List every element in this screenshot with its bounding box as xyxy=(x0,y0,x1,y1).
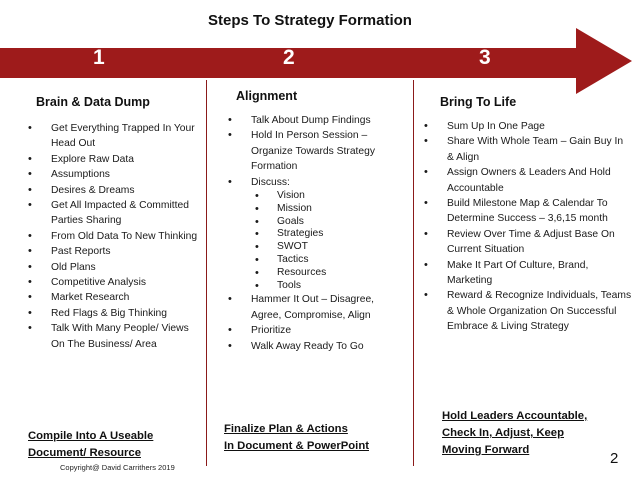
list-item xyxy=(226,175,406,293)
slide-title: Steps To Strategy Formation xyxy=(208,12,412,29)
list-item: • Red Flags & Big Thinking xyxy=(26,306,200,321)
list-item: • Prioritize xyxy=(226,323,406,338)
column-heading-brain-data-dump: Brain & Data Dump xyxy=(36,95,150,109)
list-item: • Get Everything Trapped In Your Head Out xyxy=(26,121,200,152)
sub-list-item: • Vision xyxy=(251,190,406,203)
list-item: • Assign Owners & Leaders And Hold Accountable xyxy=(422,165,632,196)
page-number: 2 xyxy=(610,450,619,467)
column-1-summary xyxy=(28,428,153,462)
list-item: • Desires & Dreams xyxy=(26,183,200,198)
summary-line: Moving Forward xyxy=(442,444,530,456)
column-divider-2 xyxy=(413,80,414,466)
column-heading-bring-to-life: Bring To Life xyxy=(440,95,517,109)
sub-list-item: • SWOT xyxy=(251,241,406,254)
list-item: • Talk About Dump Findings xyxy=(226,113,406,128)
list-item: • Make It Part Of Culture, Brand, Marketing xyxy=(422,258,632,289)
list-item: • Share With Whole Team – Gain Buy In & Align xyxy=(422,134,632,165)
column-heading-alignment: Alignment xyxy=(236,89,298,103)
list-item: • Get All Impacted & Committed Parties Sharing xyxy=(26,198,200,229)
list-item: • Old Plans xyxy=(26,260,200,275)
sub-list-item: • Resources xyxy=(251,267,406,280)
column-2-summary xyxy=(224,421,369,455)
sub-list-item: • Tools xyxy=(251,280,406,293)
copyright-notice: Copyright@ David Carrithers 2019 xyxy=(60,463,175,472)
list-item: • Past Reports xyxy=(26,244,200,259)
summary-line: Document/ Resource xyxy=(28,447,141,459)
list-item: • Walk Away Ready To Go xyxy=(226,339,406,354)
list-item: • From Old Data To New Thinking xyxy=(26,229,200,244)
sub-list-item: • Tactics xyxy=(251,254,406,267)
list-item: • Hold In Person Session – Organize Towards Strategy Formation xyxy=(226,128,406,174)
column-3-list xyxy=(422,119,632,335)
sub-list-item: • Mission xyxy=(251,203,406,216)
summary-line: Check In, Adjust, Keep xyxy=(442,427,564,439)
step-number-3: 3 xyxy=(479,46,491,69)
list-item: • Market Research xyxy=(26,290,200,305)
list-item: • Talk With Many People/ Views On The Business/ Area xyxy=(26,321,200,352)
summary-line: Compile Into A Useable xyxy=(28,430,154,442)
list-item: • Hammer It Out – Disagree, Agree, Compromise, Align xyxy=(226,292,406,323)
column-1-list xyxy=(26,121,200,352)
list-item: • Sum Up In One Page xyxy=(422,119,632,134)
list-item: • Review Over Time & Adjust Base On Current Situation xyxy=(422,227,632,258)
sub-list-item: • Goals xyxy=(251,216,406,229)
summary-line: Finalize Plan & Actions xyxy=(224,423,348,435)
step-number-1: 1 xyxy=(93,46,105,69)
column-3-summary xyxy=(442,408,587,459)
discuss-sublist xyxy=(251,190,406,292)
list-item: • Assumptions xyxy=(26,167,200,182)
list-item: • Reward & Recognize Individuals, Teams & Whole Organization On Successful Embrace & Living Strategy xyxy=(422,288,632,334)
column-divider-1 xyxy=(206,80,207,466)
list-item: • Competitive Analysis xyxy=(26,275,200,290)
summary-line: Hold Leaders Accountable, xyxy=(442,410,588,422)
summary-line: In Document & PowerPoint xyxy=(224,440,369,452)
list-item: • Explore Raw Data xyxy=(26,152,200,167)
sub-list-item: • Strategies xyxy=(251,228,406,241)
step-number-2: 2 xyxy=(283,46,295,69)
list-item-label: Discuss: xyxy=(251,176,290,188)
column-2-list xyxy=(226,113,406,354)
list-item: • Build Milestone Map & Calendar To Determine Success – 3,6,15 month xyxy=(422,196,632,227)
